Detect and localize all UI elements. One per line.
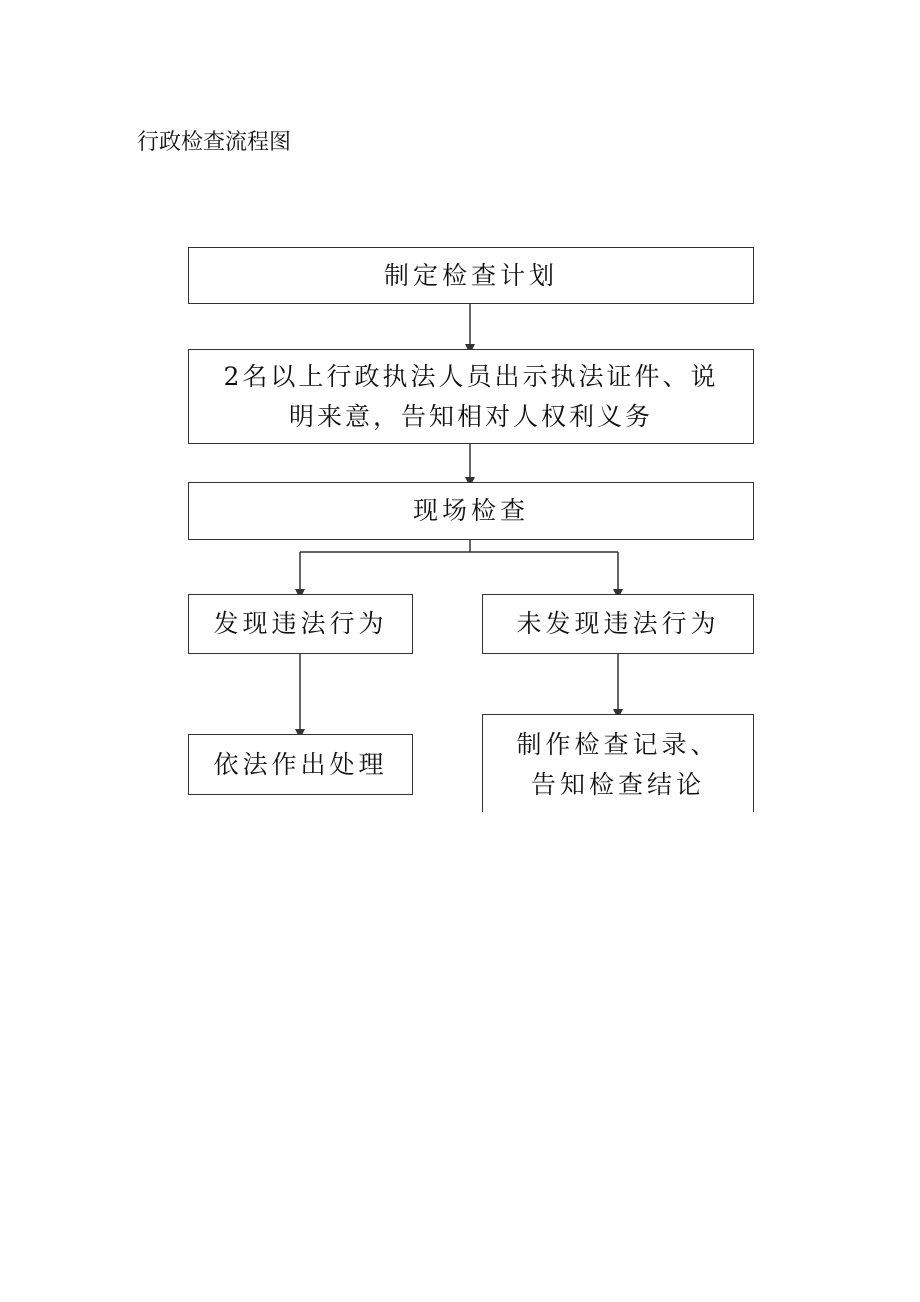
node-notify <box>188 349 754 444</box>
node-violation-found <box>188 594 413 654</box>
node-plan-label: 制定检查计划 <box>383 260 558 290</box>
node-onsite <box>188 482 754 540</box>
node-no-violation-label: 未发现违法行为 <box>516 609 720 638</box>
node-onsite-label: 现场检查 <box>412 496 529 525</box>
node-record-line-1: 制作检查记录、 <box>516 730 720 759</box>
node-notify-line-1: 2名以上行政执法人员出示执法证件、说 <box>223 361 719 391</box>
node-record-line-2: 告知检查结论 <box>530 770 705 799</box>
node-handle <box>188 734 413 795</box>
node-record <box>482 714 754 812</box>
node-handle-label: 依法作出处理 <box>213 749 388 779</box>
node-notify-line-2: 明来意，告知相对人权利义务 <box>288 401 653 431</box>
node-plan <box>188 247 754 304</box>
page-title: 行政检查流程图 <box>137 130 292 155</box>
node-violation-found-label: 发现违法行为 <box>213 609 388 638</box>
node-no-violation <box>482 594 754 654</box>
